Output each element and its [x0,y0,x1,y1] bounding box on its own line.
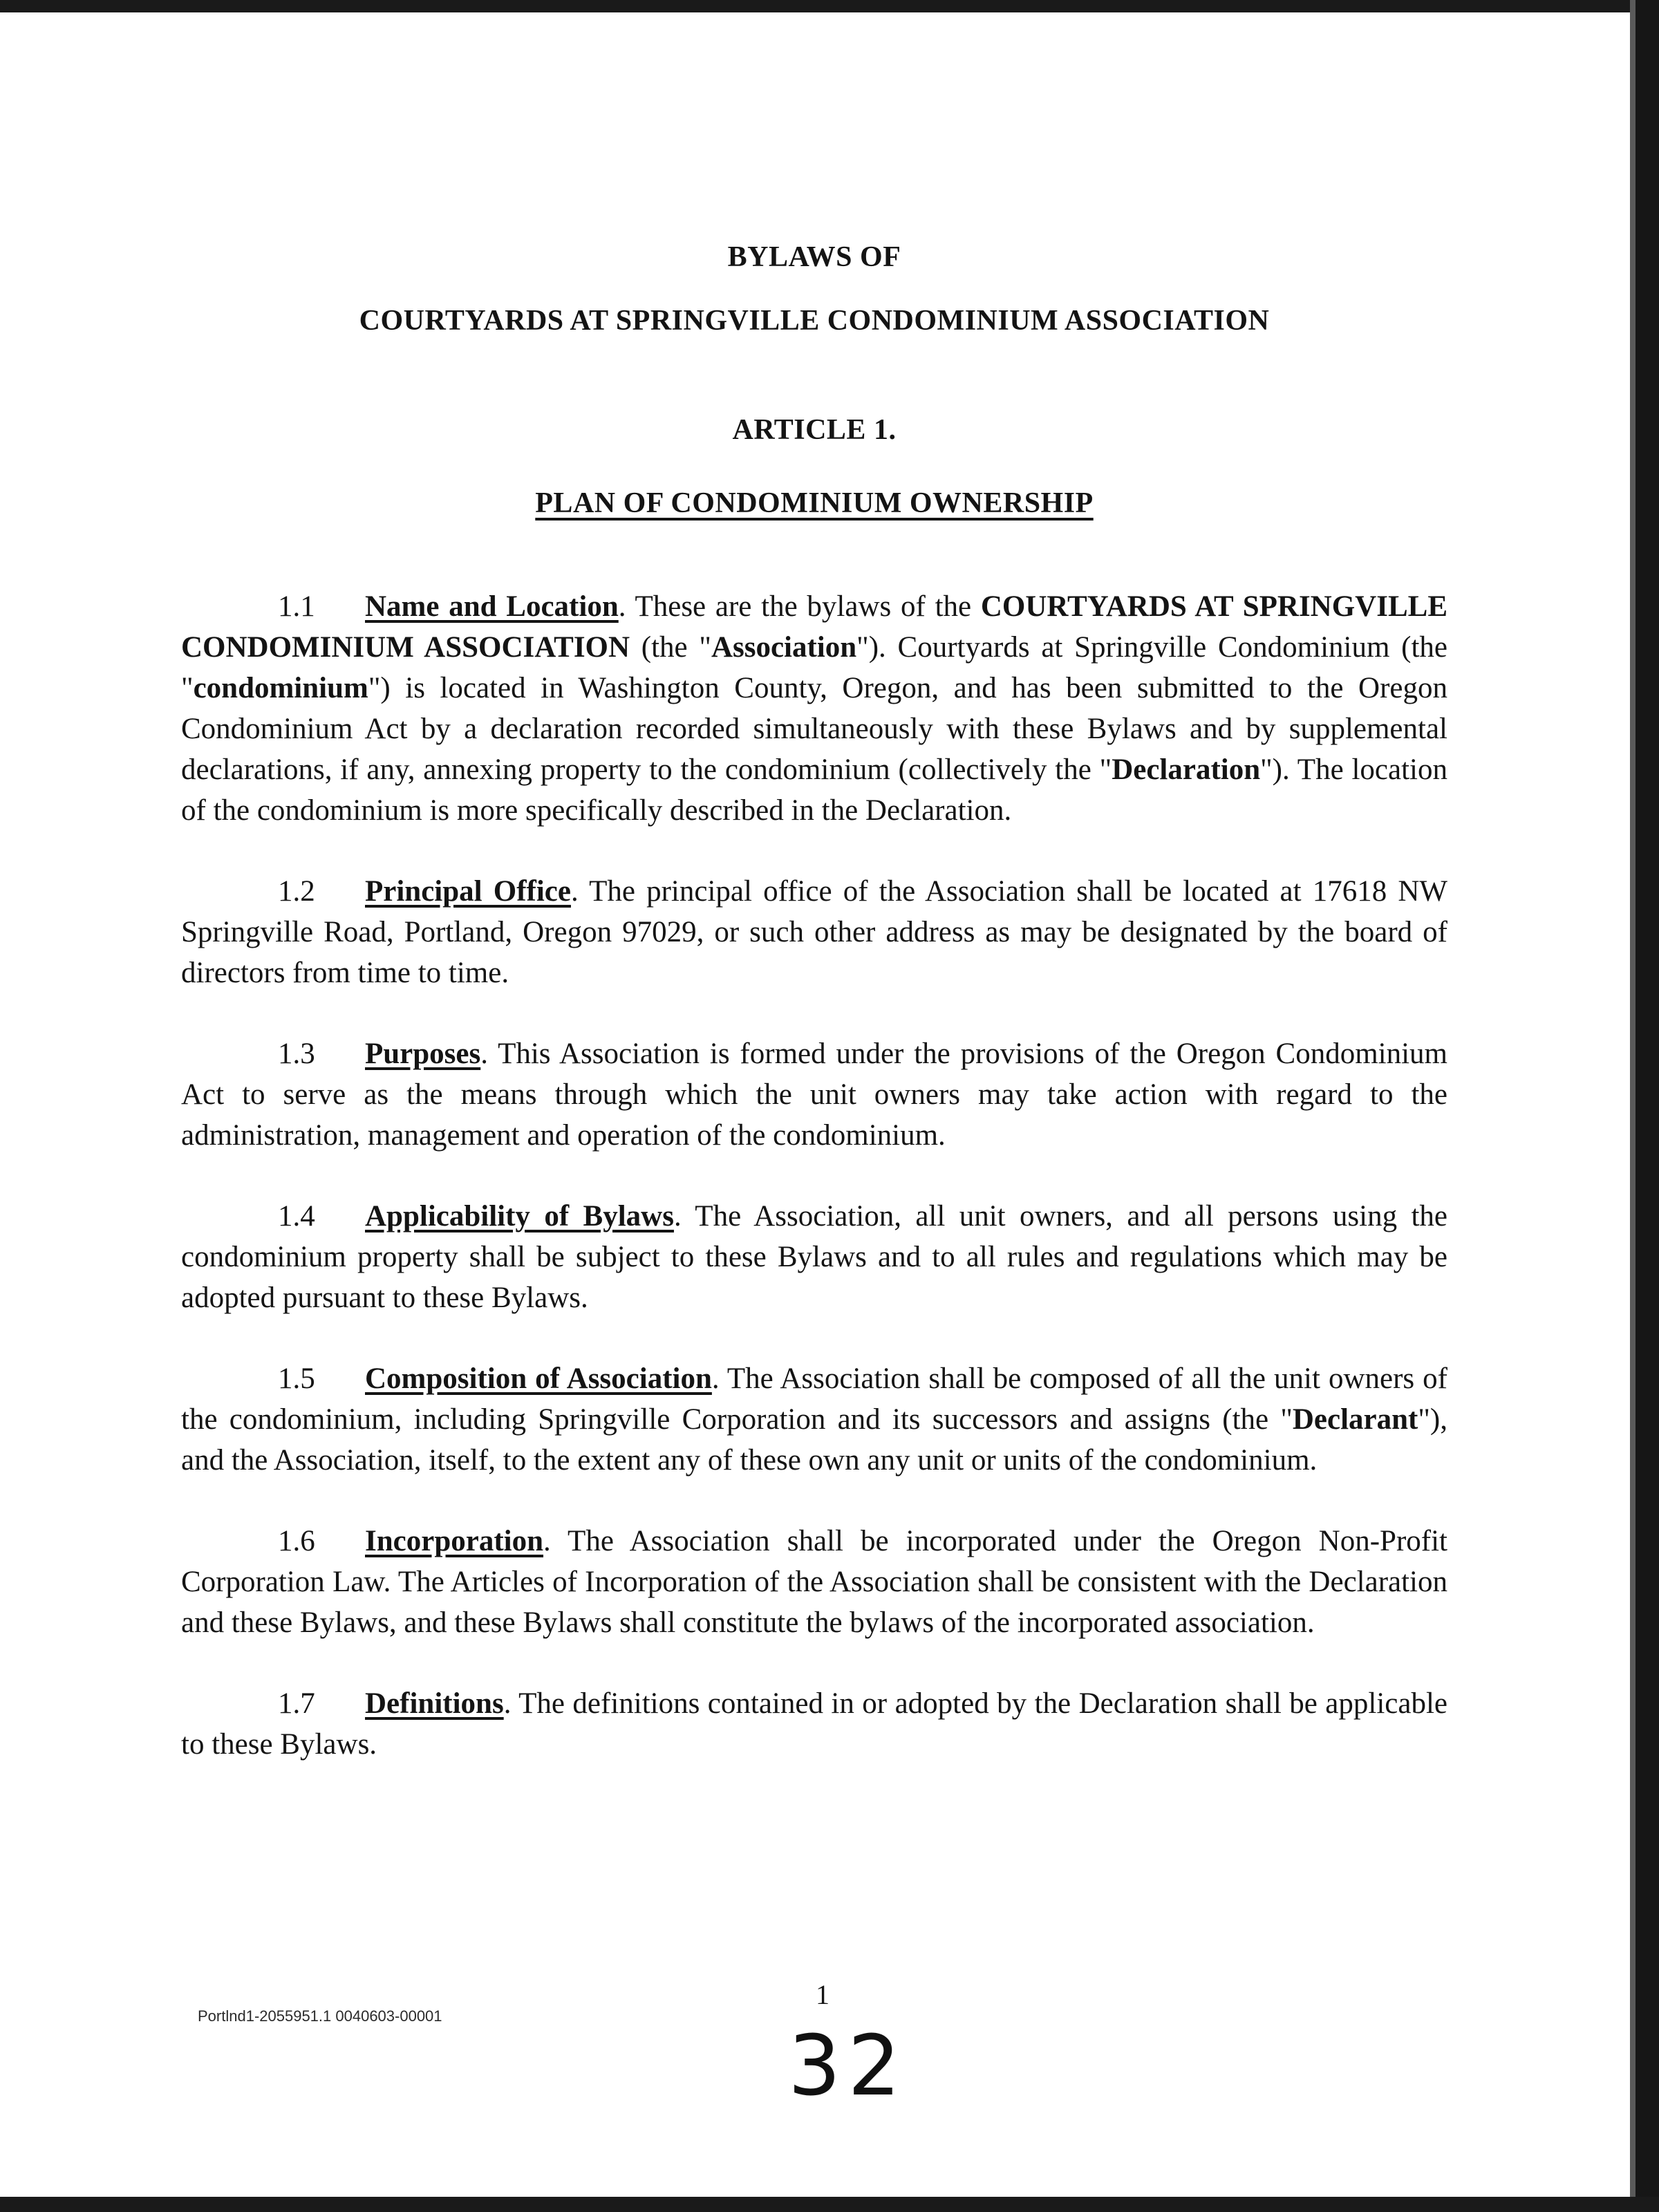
section-title: Incorporation [365,1525,543,1557]
document-page [181,228,1447,1805]
section-1-3 [181,1033,1447,1156]
section-text: . The principal office of the Association shall be located at 17618 NW Springville Road, Portland, Oregon 97029, or such other address as may be designated by the board of directors from time to time. [181,875,1448,989]
section-title: Composition of Association [365,1362,712,1395]
article-title: PLAN OF CONDOMINIUM OWNERSHIP [535,487,1094,519]
section-title: Definitions [365,1687,504,1720]
section-text: ") is located in Washington County, Oregon, and has been submitted to the Oregon Condominium Act by a declaration recorded simultaneously with these Bylaws and by supplemental declarations, if any, annexing property to the condominium (collectively the " [181,672,1447,786]
section-1-1 [181,586,1447,831]
scan-border-right-shadow [1630,0,1635,2212]
section-text: "), and the Association, itself, to the extent any of these own any unit or units of the condominium. [181,1403,1447,1477]
association-name-heading: COURTYARDS AT SPRINGVILLE CONDOMINIUM ASSOCIATION [359,305,1270,337]
section-number: 1.7 [278,1687,315,1720]
section-number: 1.1 [278,590,315,623]
section-text: . The Association shall be incorporated under the Oregon Non-Profit Corporation Law. The Articles of Incorporation of the Association shall be consistent with the Declaration and these Bylaws, and these Bylaws shall constitute the bylaws of the incorporated association. [181,1525,1447,1639]
article-heading: ARTICLE 1. [732,414,897,446]
section-bold-term: Association [711,631,857,664]
section-1-4 [181,1196,1447,1318]
section-title: Applicability of Bylaws [365,1200,674,1232]
section-title: Purposes [365,1038,481,1070]
section-title: Principal Office [365,875,571,908]
section-text: . The Association, all unit owners, and all persons using the condominium property shall be subject to these Bylaws and to all rules and regulations which may be adopted pursuant to these Bylaws. [181,1200,1448,1314]
section-number: 1.6 [278,1525,315,1557]
section-number: 1.2 [278,875,315,908]
section-bold-term: COURTYARDS AT SPRINGVILLE CONDOMINIUM ASSOCIATION [181,590,1448,664]
page-number: 1 [816,1979,830,2010]
sections-list [181,586,1447,1765]
document-title: BYLAWS OF [727,241,901,273]
section-text: . These are the bylaws of the [618,590,981,623]
section-title: Name and Location [365,590,619,623]
section-number: 1.3 [278,1038,315,1070]
section-number: 1.4 [278,1200,315,1232]
section-text: "). Courtyards at Springville Condominium (the " [181,631,1447,704]
section-1-7 [181,1683,1447,1765]
section-bold-term: condominium [193,672,368,704]
scan-border-bottom [0,2197,1659,2212]
scan-border-right [1635,0,1659,2212]
section-text: (the " [630,631,711,664]
section-bold-term: Declarant [1292,1403,1418,1436]
section-text: . The Association shall be composed of all the unit owners of the condominium, including Springville Corporation and its successors and assigns (the " [181,1362,1447,1436]
section-text: . The definitions contained in or adopted by the Declaration shall be applicable to these Bylaws. [181,1687,1447,1761]
section-1-2 [181,871,1447,993]
handwritten-page-number: 32 [788,2018,908,2115]
section-1-5 [181,1358,1447,1481]
scan-border-top [0,0,1659,12]
document-code: Portlnd1-2055951.1 0040603-00001 [198,2007,442,2025]
section-bold-term: Declaration [1112,753,1261,786]
section-1-6 [181,1521,1447,1643]
section-number: 1.5 [278,1362,315,1395]
section-text: "). The location of the condominium is more specifically described in the Declaration. [181,753,1447,827]
section-text: . This Association is formed under the provisions of the Oregon Condominium Act to serve as the means through which the unit owners may take action with regard to the administration, management and operation of the condominium. [181,1038,1447,1152]
